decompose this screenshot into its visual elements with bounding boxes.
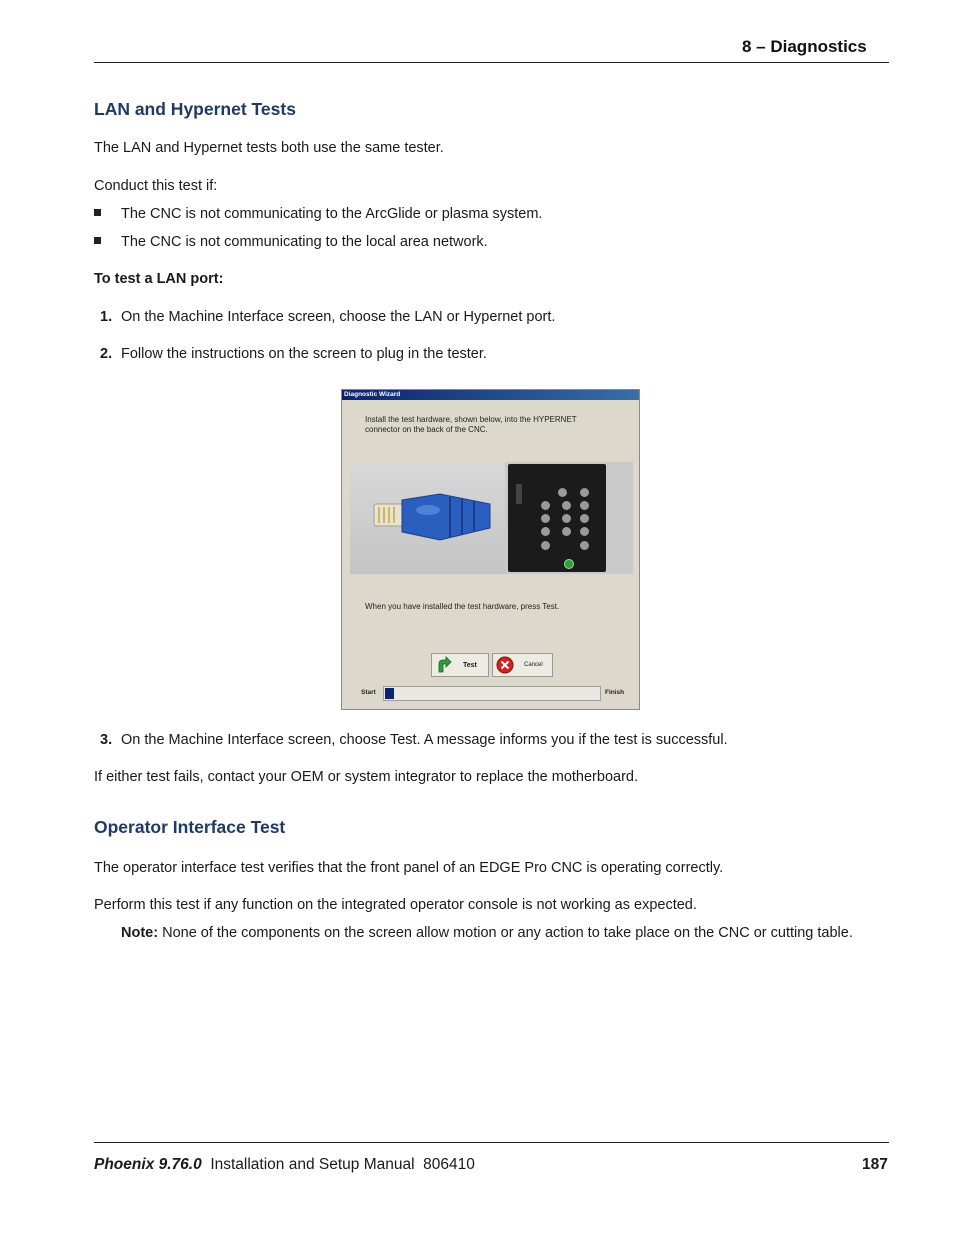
- section-heading-operator: Operator Interface Test: [94, 817, 286, 837]
- cancel-button[interactable]: Cancel: [492, 653, 553, 677]
- page-number: 187: [862, 1156, 888, 1173]
- footer-rule: [94, 1142, 889, 1143]
- rj45-tester-plug-icon: [370, 482, 500, 552]
- footer-manual: Installation and Setup Manual 806410: [201, 1156, 475, 1173]
- bullet-item: The CNC is not communicating to the ArcGlide or plasma system.: [94, 206, 542, 222]
- footer-product: Phoenix 9.76.0: [94, 1156, 202, 1173]
- dialog-installed-text: When you have installed the test hardware, press Test.: [365, 602, 560, 611]
- progress-fill: [385, 688, 394, 699]
- dialog-titlebar: Diagnostic Wizard: [342, 390, 639, 400]
- operator-p1: The operator interface test verifies that the front panel of an EDGE Pro CNC is operating correctly.: [94, 860, 724, 876]
- note-text: None of the components on the screen allow motion or any action to take place on the CNC or cutting table.: [158, 925, 853, 941]
- hardware-photo: [350, 462, 633, 574]
- chapter-title: 8 – Diagnostics: [742, 37, 867, 56]
- progress-finish-label: Finish: [605, 689, 625, 696]
- red-x-icon: [496, 656, 514, 674]
- header-rule: [94, 62, 889, 63]
- bullet-square-icon: [94, 237, 101, 244]
- note-label: Note:: [121, 925, 159, 941]
- section-heading-lan: LAN and Hypernet Tests: [94, 99, 296, 119]
- cnc-back-panel-image: [508, 464, 606, 572]
- footer-manual-info: [94, 1156, 475, 1174]
- operator-p2: Perform this test if any function on the integrated operator console is not working as expected.: [94, 897, 697, 913]
- status-led-icon: [564, 559, 574, 569]
- step-2: 2. Follow the instructions on the screen to plug in the tester.: [100, 346, 487, 362]
- dialog-instruction-line2: connector on the back of the CNC.: [365, 425, 488, 434]
- step-1: 1. On the Machine Interface screen, choose the LAN or Hypernet port.: [100, 309, 556, 325]
- green-arrow-icon: [435, 656, 453, 674]
- note: [121, 925, 853, 941]
- dialog-instruction-line1: Install the test hardware, shown below, into the HYPERNET: [365, 415, 577, 424]
- bullet-item: The CNC is not communicating to the local area network.: [94, 234, 488, 250]
- intro-text: The LAN and Hypernet tests both use the same tester.: [94, 140, 444, 156]
- conduct-text: Conduct this test if:: [94, 178, 218, 194]
- bullet-square-icon: [94, 209, 101, 216]
- step-3: 3. On the Machine Interface screen, choose Test. A message informs you if the test is successful.: [100, 732, 728, 748]
- diagnostic-wizard-dialog: [341, 389, 640, 710]
- fail-text: If either test fails, contact your OEM or system integrator to replace the motherboard.: [94, 769, 638, 785]
- progress-bar: [383, 686, 601, 701]
- test-button[interactable]: Test: [431, 653, 489, 677]
- progress-start-label: Start: [361, 689, 376, 696]
- procedure-subheading: To test a LAN port:: [94, 271, 224, 287]
